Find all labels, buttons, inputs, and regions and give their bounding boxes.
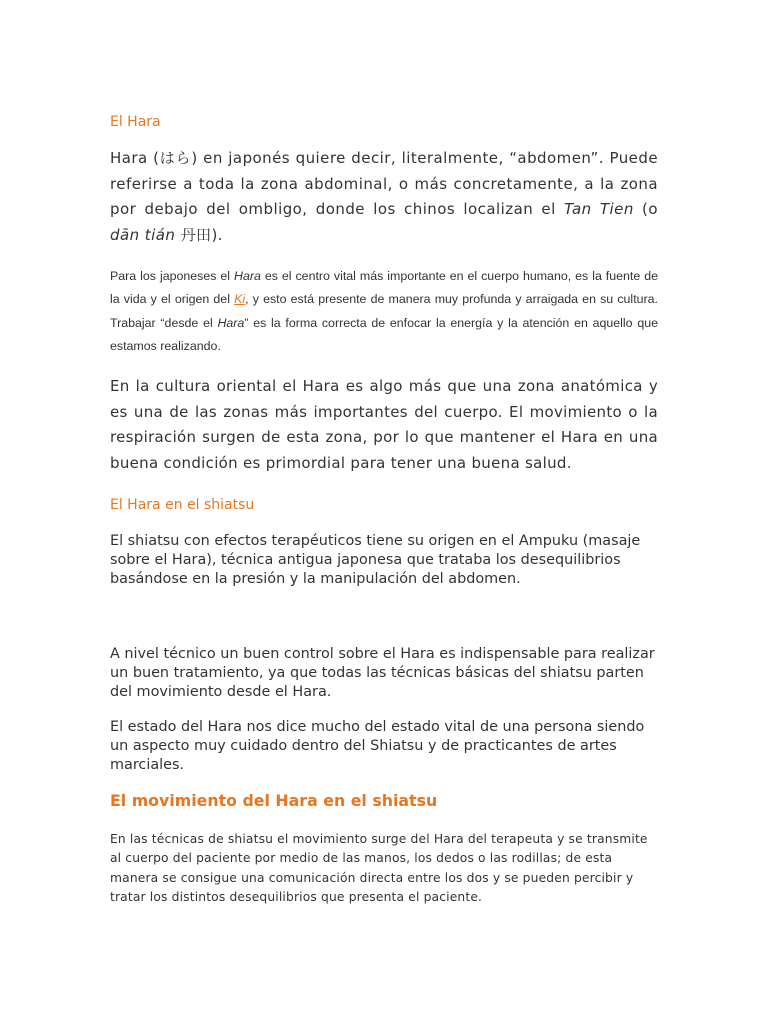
kanji-text: 丹田 — [180, 225, 212, 244]
emphasis-hara: Hara — [217, 315, 245, 330]
text: ) en japonés quiere decir, literalmente, “abdomen”. Puede referirse a toda la zona abdominal, o más concretamente, a la zona por debajo del ombligo, donde los chinos localizan el — [110, 149, 659, 218]
text: (o — [633, 200, 658, 218]
emphasis-tan-tien: Tan Tien — [564, 200, 634, 218]
heading-hara-shiatsu: El Hara en el shiatsu — [110, 497, 255, 513]
text: Hara ( — [110, 149, 160, 167]
paragraph-hara-vital-center — [110, 265, 658, 358]
emphasis-hara: Hara — [234, 269, 261, 283]
paragraph-technical-control: A nivel técnico un buen control sobre el Hara es indispensable para realizar un buen tratamiento, ya que todas las técnicas básicas del shiatsu parten del movimiento desde el Hara. — [110, 646, 655, 701]
emphasis-dan-tian: dān tián — [110, 225, 176, 244]
text: es el centro vital más importante en el cuerpo humano, es la fuente de la vida y el origen del — [110, 269, 658, 307]
paragraph-oriental-culture: En la cultura oriental el Hara es algo más que una zona anatómica y es una de las zonas más importantes del cuerpo. El movimiento o la respiración surgen de esta zona, por lo que mantener el Hara en una buena condición es primordial para tener una buena salud. — [110, 377, 658, 472]
paragraph-ampuku: El shiatsu con efectos terapéuticos tiene su origen en el Ampuku (masaje sobre el Hara), técnica antigua japonesa que trataba los desequilibrios basándose en la presión y la manipulación del abdomen. — [110, 533, 641, 588]
paragraph-hara-state: El estado del Hara nos dice mucho del estado vital de una persona siendo un aspecto muy cuidado dentro del Shiatsu y de practicantes de artes marciales. — [110, 719, 645, 774]
japanese-text: はら — [159, 149, 192, 167]
ki-link[interactable]: Ki — [234, 292, 246, 307]
paragraph-movement-technique: En las técnicas de shiatsu el movimiento surge del Hara del terapeuta y se transmite al cuerpo del paciente por medio de las manos, los dedos o las rodillas; de esta manera se consigue una comunicación directa entre los dos y se pueden percibir y tratar los distintos desequilibrios que presenta el paciente. — [110, 832, 648, 905]
text: ). — [211, 225, 223, 244]
heading-el-hara: El Hara — [110, 114, 161, 130]
text: , y esto está presente de manera muy profunda y arraigada en su cultura. Trabajar “desde el — [110, 292, 658, 330]
text: ” es la forma correcta de enfocar la energía y la atención en aquello que estamos realizando. — [110, 315, 658, 353]
paragraph-hara-definition — [110, 146, 658, 248]
heading-hara-movement: El movimiento del Hara en el shiatsu — [110, 791, 438, 810]
text: Para los japoneses el — [110, 269, 234, 283]
